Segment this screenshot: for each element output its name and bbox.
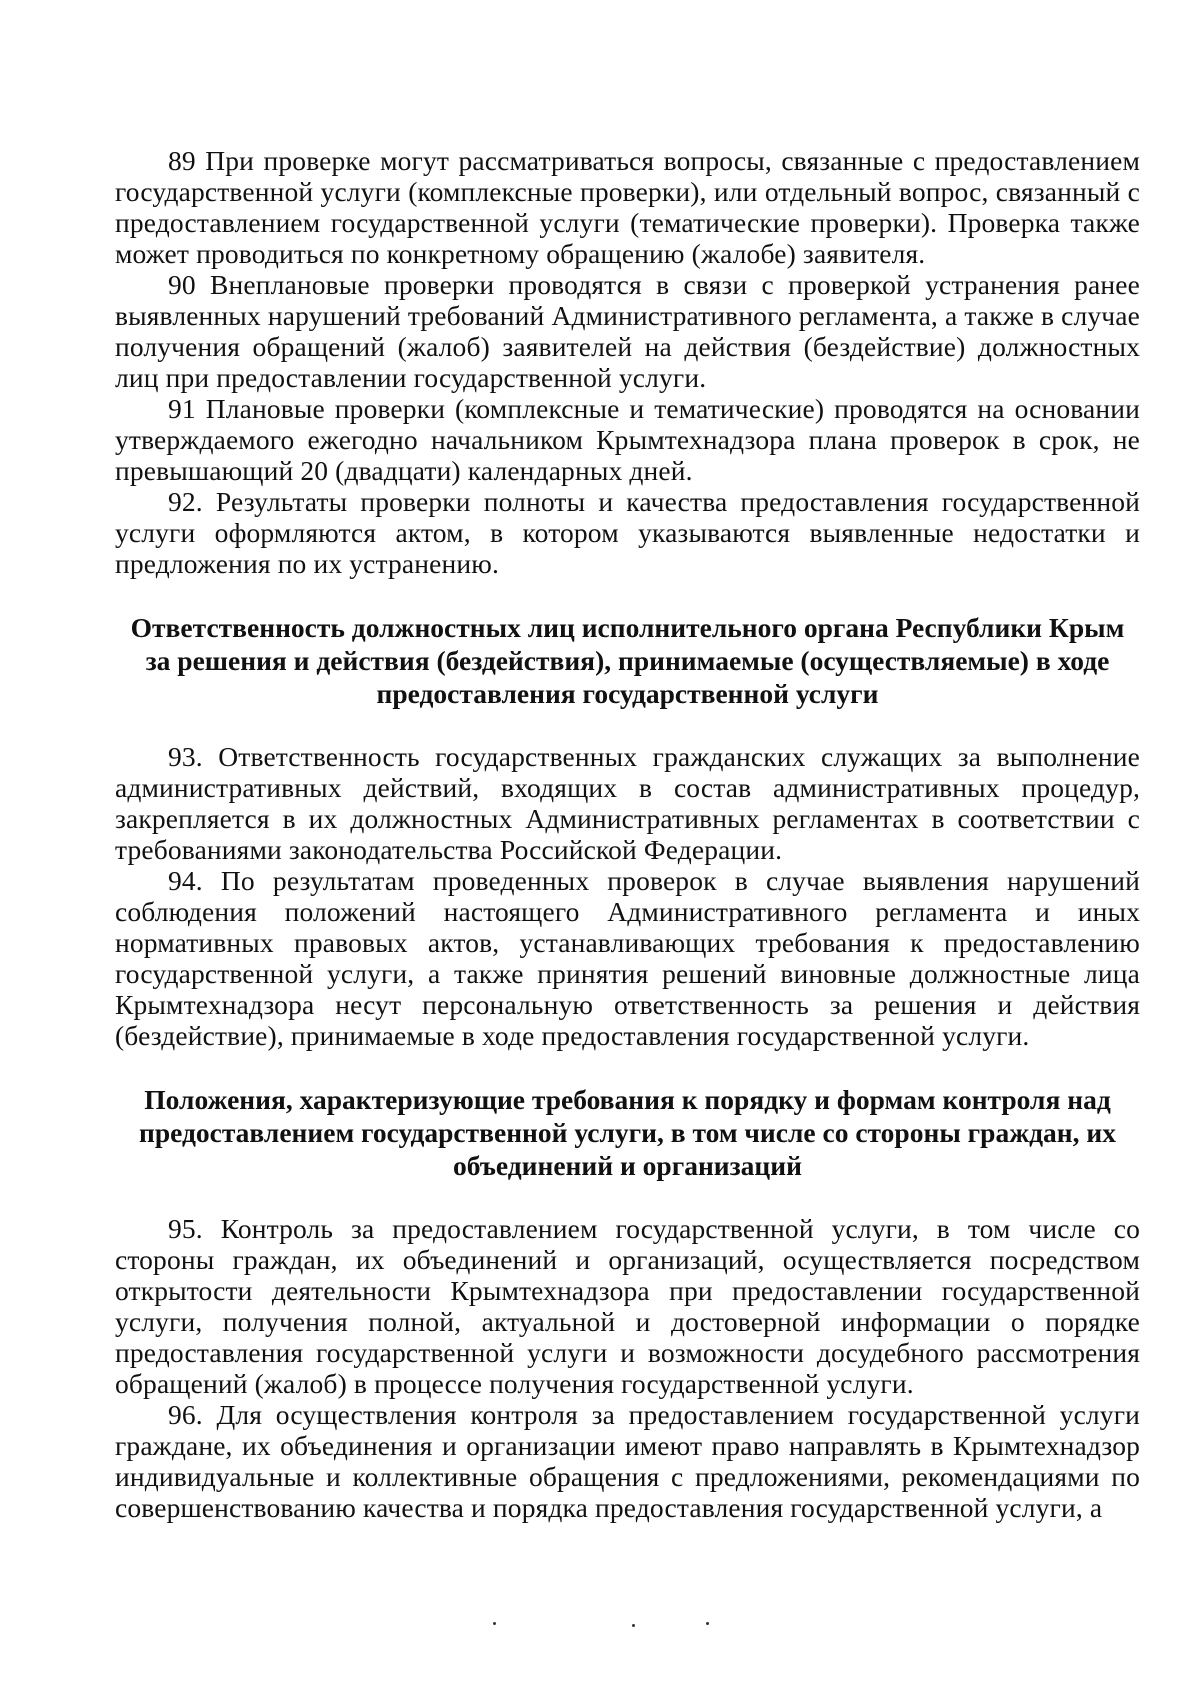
- paragraph-94: 94. По результатам проведенных проверок в случае выявления нарушений соблюдения положений настоящего Административного регламента и иных нормативных правовых актов, устанавливающих требования к предоставлению государственной услуги, а также принятия решений виновные должностные лица Крымтехнадзора несут персональную ответственность за решения и действия (бездействие), принимаемые в ходе предоставления государственной услуги.: [115, 865, 1140, 1051]
- section-heading-control-provisions: Положения, характеризующие требования к порядку и формам контроля над предоставлением государственной услуги, в том числе со стороны граждан, их объединений и организаций: [138, 1084, 1116, 1181]
- scan-speck: [632, 1624, 635, 1627]
- paragraph-92: 92. Результаты проверки полноты и качества предоставления государственной услуги оформляются актом, в котором указываются выявленные недостатки и предложения по их устранению.: [115, 486, 1140, 579]
- paragraph-96: 96. Для осуществления контроля за предоставлением государственной услуги граждане, их объединения и организации имеют право направлять в Крымтехнадзор индивидуальные и коллективные обращения с предложениями, рекомендациями по совершенствованию качества и порядка предоставления государственной услуги, а: [115, 1399, 1140, 1523]
- paragraph-90: 90 Внеплановые проверки проводятся в связи с проверкой устранения ранее выявленных нарушений требований Административного регламента, а также в случае получения обращений (жалоб) заявителей на действия (бездействие) должностных лиц при предоставлении государственной услуги.: [115, 269, 1140, 393]
- scan-speck: [706, 1622, 709, 1625]
- document-body: [115, 145, 1140, 1523]
- paragraph-93: 93. Ответственность государственных гражданских служащих за выполнение административных действий, входящих в состав административных процедур, закрепляется в их должностных Административных регламентах в соответствии с требованиями законодательства Российской Федерации.: [115, 741, 1140, 865]
- paragraph-89: 89 При проверке могут рассматриваться вопросы, связанные с предоставлением государственной услуги (комплексные проверки), или отдельный вопрос, связанный с предоставлением государственной услуги (тематические проверки). Проверка также может проводиться по конкретному обращению (жалобе) заявителя.: [115, 145, 1140, 269]
- scan-speck: [493, 1622, 496, 1625]
- paragraph-91: 91 Плановые проверки (комплексные и тематические) проводятся на основании утверждаемого ежегодно начальником Крымтехнадзора плана проверок в срок, не превышающий 20 (двадцати) календарных дней.: [115, 393, 1140, 486]
- scan-specks: [0, 1615, 1200, 1635]
- paragraph-95: 95. Контроль за предоставлением государственной услуги, в том числе со стороны граждан, их объединений и организаций, осуществляется посредством открытости деятельности Крымтехнадзора при предоставлении государственной услуги, получения полной, актуальной и достоверной информации о порядке предоставления государственной услуги и возможности досудебного рассмотрения обращений (жалоб) в процессе получения государственной услуги.: [115, 1213, 1140, 1399]
- section-heading-responsibility: Ответственность должностных лиц исполнительного органа Республики Крым за решения и действия (бездействия), принимаемые (осуществляемые) в ходе предоставления государственной услуги: [130, 612, 1125, 709]
